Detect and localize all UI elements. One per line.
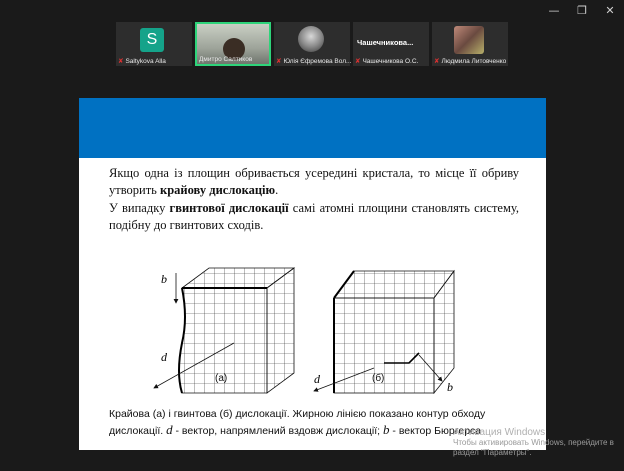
mic-muted-icon: ✘ bbox=[276, 57, 282, 65]
shared-slide bbox=[79, 98, 546, 450]
slide-paragraph-1: Якщо одна із площин обривається усередині кристала, то місце її обриву утворить крайову дислокацію. bbox=[109, 166, 519, 197]
slide-header-bar bbox=[79, 98, 546, 158]
close-button[interactable]: ✕ bbox=[605, 3, 615, 17]
participant-name: Saltykova Alla bbox=[125, 57, 166, 65]
participant-name: Юлія Єфремова Вол... bbox=[283, 57, 352, 65]
participant-tile-active[interactable] bbox=[195, 22, 271, 66]
vector-d-symbol: d bbox=[166, 422, 173, 437]
avatar: S bbox=[140, 28, 164, 52]
figure-b-label: (б) bbox=[372, 373, 385, 384]
mic-muted-icon: ✘ bbox=[434, 57, 440, 65]
minimize-button[interactable]: — bbox=[548, 3, 560, 17]
avatar bbox=[454, 26, 484, 54]
participant-name: Чашечникова О.С. bbox=[362, 57, 419, 65]
participant-display-name: Чашечникова... bbox=[357, 38, 414, 47]
participant-tile[interactable] bbox=[116, 22, 192, 66]
participant-name: Людмила Литовченко bbox=[441, 57, 507, 65]
participant-name: Дмитро Салтиков bbox=[199, 56, 253, 63]
participant-tile[interactable] bbox=[432, 22, 508, 66]
vector-b-symbol: b bbox=[383, 422, 390, 437]
window-controls bbox=[540, 0, 624, 20]
participant-tile[interactable] bbox=[274, 22, 350, 66]
figure-a-label: (а) bbox=[215, 373, 228, 384]
dislocation-vector-label-a: d bbox=[161, 350, 167, 364]
mic-muted-icon: ✘ bbox=[355, 57, 361, 65]
maximize-button[interactable]: ❐ bbox=[577, 3, 587, 17]
dislocation-vector-label-b: d bbox=[314, 372, 320, 386]
mic-muted-icon: ✘ bbox=[118, 57, 124, 65]
participant-tile[interactable] bbox=[353, 22, 429, 66]
dislocation-figure bbox=[161, 263, 464, 403]
avatar bbox=[298, 26, 324, 52]
windows-activation-watermark: Активация Windows Чтобы активировать Windows, перейдите в раздел "Параметры". bbox=[453, 427, 614, 457]
burgers-vector-label-b: b bbox=[447, 380, 453, 394]
slide-paragraph-2: У випадку гвинтової дислокації самі атомні площини становлять систему, подібну до гвинтових сходів. bbox=[109, 201, 519, 232]
burgers-vector-label-a: b bbox=[161, 272, 167, 286]
participant-strip bbox=[116, 22, 508, 66]
figure-caption: Крайова (а) і гвинтова (б) дислокації. Жирною лінією показано контур обходу дислокації. d - вектор, напрямлений вздовж дислокації; b - вектор Бюргерса bbox=[109, 408, 486, 437]
